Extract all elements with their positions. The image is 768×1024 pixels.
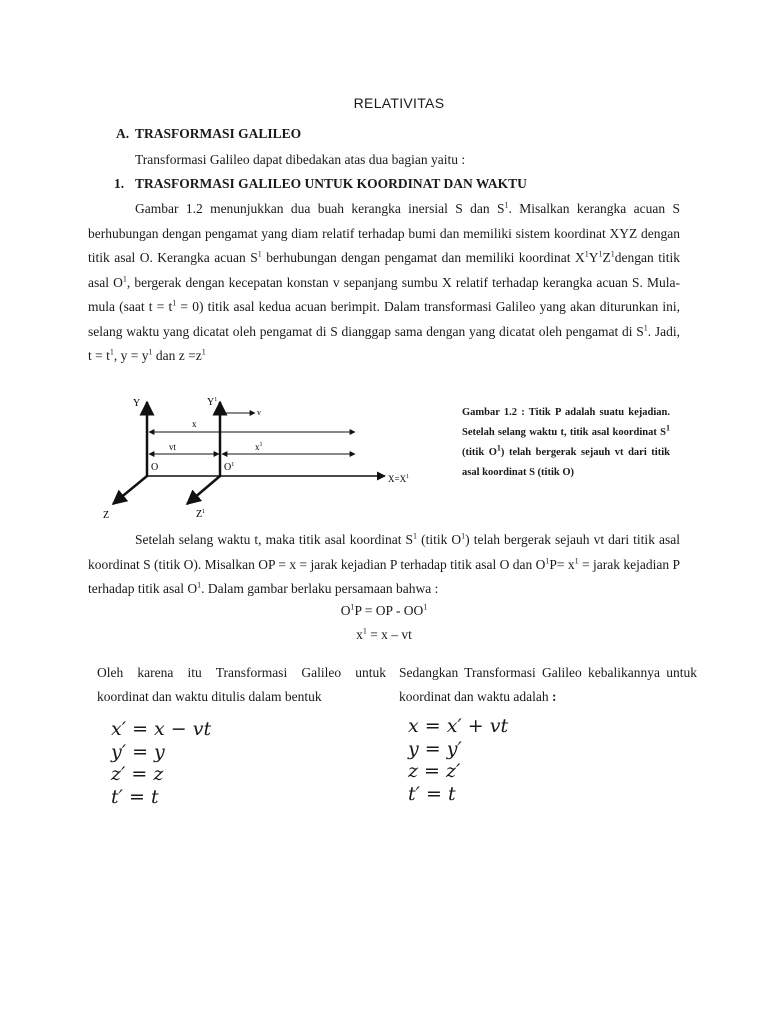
label-vt: vt	[169, 442, 177, 452]
label-y: Y	[133, 398, 141, 409]
label-z1: $Z^1$	[196, 509, 206, 520]
equation-line: t′ = t	[111, 785, 159, 808]
label-o: O	[151, 462, 159, 473]
z-axis	[113, 476, 147, 504]
subsection-number: 1.	[114, 176, 125, 191]
label-x-equals-x1: $X=X^1$	[388, 474, 410, 484]
equation-o1p: $O^1P$ = OP - $OO^1$	[340, 602, 428, 618]
label-z: Z	[103, 510, 110, 521]
right-column-text: Sedangkan Transformasi Galileo kebalikannya untuk koordinat dan waktu adalah :	[399, 665, 697, 704]
equation-line: z′ = z	[111, 763, 164, 785]
section-letter: A.	[116, 126, 130, 141]
equation-line: t′ = t	[408, 782, 456, 805]
equation-x1: $x^1 = x$ – vt	[356, 626, 412, 642]
left-equation-block	[111, 718, 211, 808]
equation-line: y = y′	[408, 737, 462, 760]
frame-diagram	[95, 388, 435, 523]
left-column-text: Oleh karena itu Transformasi Galileo untuk koordinat dan waktu ditulis dalam bentuk	[97, 665, 386, 704]
intro-text: Transformasi Galileo dapat dibedakan atas dua bagian yaitu :	[135, 152, 466, 167]
equation-line: y′ = y	[111, 740, 165, 763]
z1-axis	[187, 476, 220, 504]
subsection-heading: TRASFORMASI GALILEO UNTUK KOORDINAT DAN WAKTU	[135, 176, 527, 191]
figure-caption: Gambar 1.2 : Titik P adalah suatu kejadian. Setelah selang waktu t, titik asal koordinat $S^1$ (titik $O^1$) telah bergerak sejauh vt dari titik asal koordinat S (titik O)	[462, 407, 670, 478]
label-y1: $Y^1$	[207, 397, 218, 408]
equation-line: x = x′ + vt	[408, 715, 509, 737]
label-o1: $O^1$	[224, 462, 235, 473]
equation-line: z = z′	[408, 760, 461, 782]
paragraph-1: Gambar 1.2 menunjukkan dua buah kerangka inersial S dan $S^1$. Misalkan kerangka acuan S berhubungan dengan pengamat yang diam relatif terhadap bumi dan memiliki sistem koordinat XYZ dengan titik asal O. Kerangka acuan $S^1$ berhubungan dengan pengamat dan memiliki koordinat $X^1Y^1Z^1dengan$ titik asal $O^1$, bergerak dengan kecepatan konstan v sepanjang sumbu X relatif terhadap kerangka acuan S. Mula-mula (saat $t = t^1 = 0$) titik asal kedua acuan berimpit. Dalam transformasi Galileo yang akan diturunkan ini, selang waktu yang dicatat oleh pengamat di S dianggap sama dengan yang dicatat oleh pengamat di $S^1$. Jadi, $t = t^1$, $y = y^1$ dan $z =z^1$	[88, 200, 681, 363]
label-v: v	[257, 408, 261, 417]
section-heading: TRASFORMASI GALILEO	[135, 126, 302, 141]
equation-line: x′ = x − vt	[111, 718, 212, 740]
right-equation-block	[408, 715, 508, 805]
label-x: x	[192, 419, 197, 429]
document-title: RELATIVITAS	[353, 95, 445, 111]
paragraph-2: Setelah selang waktu t, maka titik asal koordinat $S^1$ (titik $O^1$) telah bergerak sejauh vt dari titik asal koordinat S (titik O). Misalkan OP = x = jarak kejadian P terhadap titik asal O dan $O^1P= x^1$ = jarak kejadian P terhadap titik asal $O^1$. Dalam gambar berlaku persamaan bahwa :	[88, 531, 680, 596]
label-x1: $x^1$	[255, 442, 263, 452]
